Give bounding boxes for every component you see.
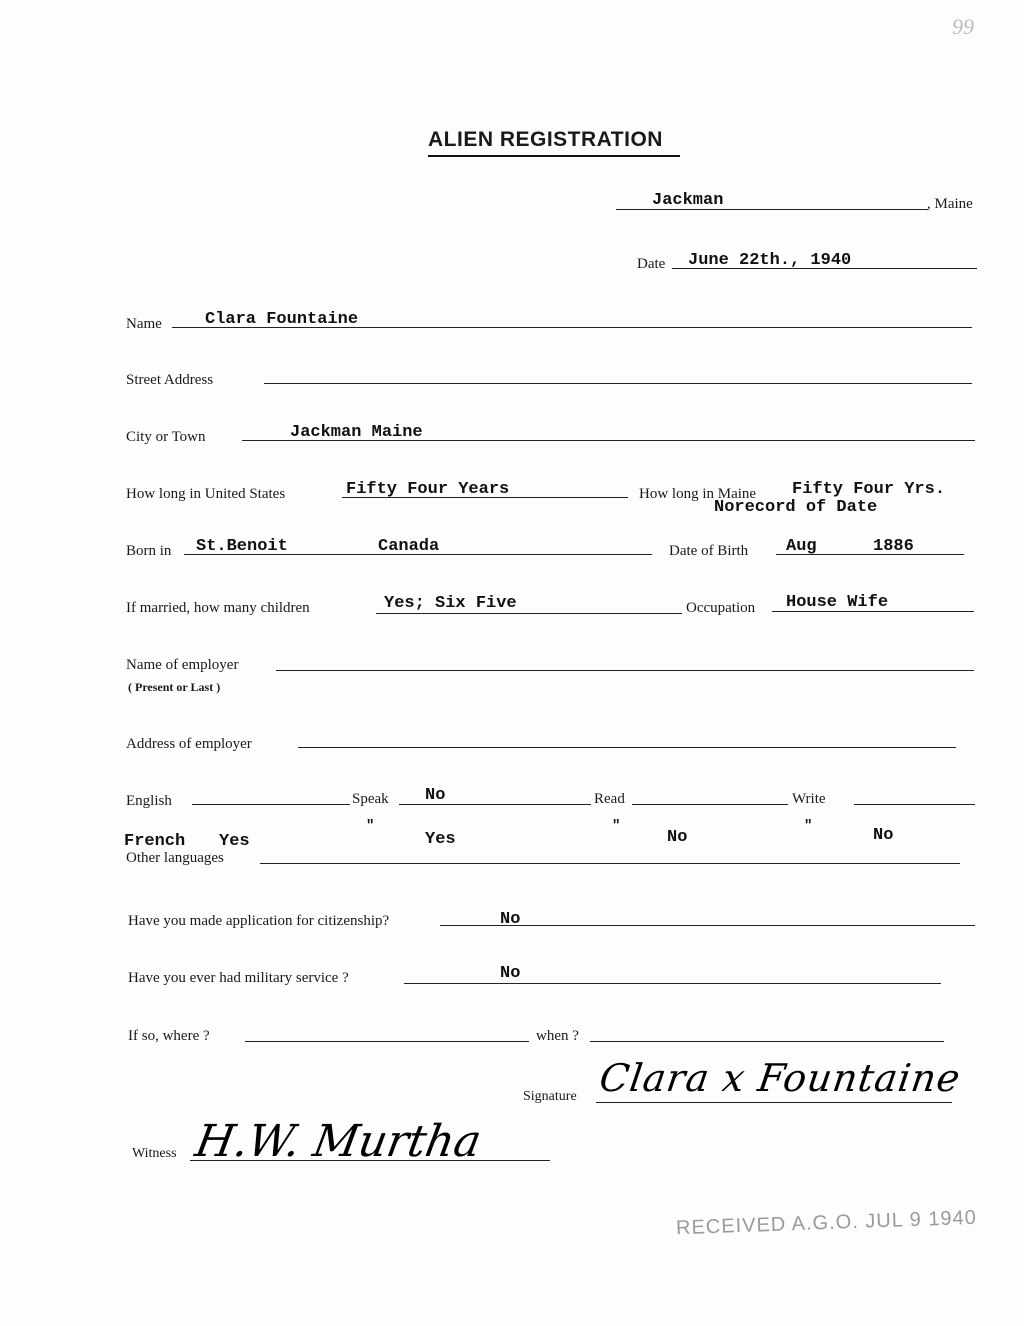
married-label: If married, how many children [126, 600, 310, 616]
employer-sublabel: ( Present or Last ) [128, 680, 221, 694]
french-value: French [124, 832, 186, 851]
name-label: Name [126, 316, 162, 332]
employer-address-line [298, 747, 956, 748]
born-label: Born in [126, 543, 172, 559]
applicant-signature: Clara x Fountaine [596, 1056, 964, 1100]
date-label: Date [637, 256, 666, 272]
form-title: ALIEN REGISTRATION [428, 128, 663, 151]
corner-page-mark: 99 [952, 14, 974, 39]
dob-month-value: Aug [786, 537, 817, 556]
french-read-value: No [667, 828, 688, 847]
street-line [264, 383, 972, 384]
when-line [590, 1041, 944, 1042]
french-speak-value: Yes [425, 830, 456, 849]
english-speak-value: No [425, 786, 446, 805]
ditto-speak: " [366, 818, 375, 834]
witness-label: Witness [132, 1146, 177, 1161]
english-line [192, 804, 350, 805]
title-underline [428, 155, 680, 157]
when-label: when ? [536, 1028, 579, 1044]
read-label: Read [594, 791, 625, 807]
date-value: June 22th., 1940 [688, 251, 852, 270]
dob-year-value: 1886 [873, 537, 914, 556]
born-country-value: Canada [378, 537, 440, 556]
signature-line [596, 1102, 952, 1103]
employer-line [276, 670, 974, 671]
us-duration-label: How long in United States [126, 486, 286, 502]
military-value: No [500, 964, 521, 983]
english-label: English [126, 793, 172, 809]
french-write-value: No [873, 826, 894, 845]
city-value: Jackman Maine [290, 423, 423, 442]
occupation-label: Occupation [686, 600, 756, 616]
citizenship-label: Have you made application for citizenship? [128, 913, 390, 929]
us-duration-value: Fifty Four Years [346, 480, 510, 499]
name-value: Clara Fountaine [205, 310, 359, 329]
if-so-where-label: If so, where ? [128, 1028, 210, 1044]
ditto-read: " [612, 818, 621, 834]
received-stamp: RECEIVED A.G.O. JUL 9 1940 [675, 1206, 978, 1240]
street-label: Street Address [126, 372, 214, 388]
citizenship-value: No [500, 910, 521, 929]
signature-label: Signature [523, 1089, 577, 1104]
read-line [632, 804, 788, 805]
speak-label: Speak [352, 791, 389, 807]
town-value: Jackman [652, 191, 724, 210]
other-languages-label: Other languages [126, 850, 224, 866]
employer-label: Name of employer [126, 657, 239, 673]
occupation-value: House Wife [786, 593, 889, 612]
children-value: Yes; Six Five [384, 594, 517, 613]
witness-signature: H.W. Murtha [191, 1116, 486, 1167]
maine-duration-note: Norecord of Date [714, 498, 878, 517]
ditto-write: " [804, 818, 813, 834]
city-label: City or Town [126, 429, 206, 445]
military-line [404, 983, 941, 984]
write-line [854, 804, 975, 805]
maine-duration-label: How long in Maine [639, 486, 757, 502]
born-place-value: St.Benoit [196, 537, 288, 556]
french-yes-value: Yes [219, 832, 250, 851]
state-label: , Maine [927, 196, 973, 212]
maine-duration-value: Fifty Four Yrs. [792, 480, 946, 499]
where-line [245, 1041, 529, 1042]
dob-label: Date of Birth [669, 543, 749, 559]
other-languages-line [260, 863, 960, 864]
military-label: Have you ever had military service ? [128, 970, 349, 986]
employer-address-label: Address of employer [126, 736, 252, 752]
children-line [376, 613, 682, 614]
write-label: Write [792, 791, 826, 807]
